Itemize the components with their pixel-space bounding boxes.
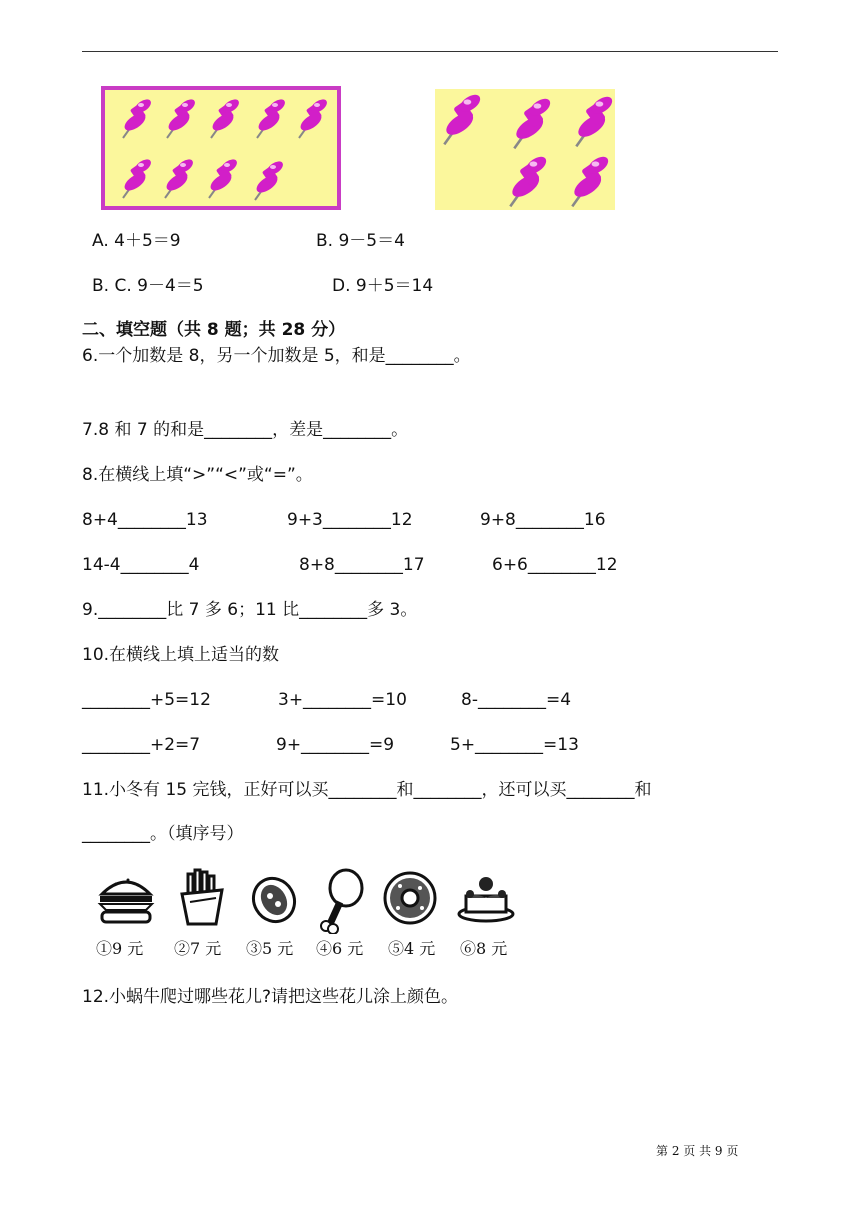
option-c[interactable]: B. C. 9－4＝5 xyxy=(92,276,204,296)
taco-icon xyxy=(248,868,300,928)
pin-icon xyxy=(509,97,553,151)
option-a[interactable]: A. 4＋5＝9 xyxy=(92,231,181,251)
question-8: 8.在横线上填“>”“<”或“=”。 xyxy=(82,465,313,485)
pin-icon xyxy=(119,98,153,140)
q8-item[interactable]: 8+8________17 xyxy=(299,555,425,575)
q8-item[interactable]: 6+6________12 xyxy=(492,555,618,575)
question-10: 10.在横线上填上适当的数 xyxy=(82,645,280,665)
q8-item[interactable]: 9+8________16 xyxy=(480,510,606,530)
page-footer: 第 2 页 共 9 页 xyxy=(656,1144,739,1158)
price-label: ⑤4 元 xyxy=(388,939,436,958)
pin-icon xyxy=(251,160,285,202)
hamburger-icon xyxy=(96,868,156,928)
question-7: 7.8 和 7 的和是________，差是________。 xyxy=(82,420,409,440)
question-6: 6.一个加数是 8，另一个加数是 5，和是________。 xyxy=(82,346,471,366)
price-label: ③5 元 xyxy=(246,939,294,958)
price-label: ②7 元 xyxy=(174,939,222,958)
pin-group-boxed xyxy=(101,86,341,210)
section-title: 二、填空题（共 8 题；共 28 分） xyxy=(82,320,346,340)
price-label: ④6 元 xyxy=(316,939,364,958)
pin-icon xyxy=(567,155,611,209)
pin-icon xyxy=(161,158,195,200)
pin-group-plain xyxy=(435,89,615,210)
q10-item[interactable]: ________+2=7 xyxy=(82,735,201,755)
q10-item[interactable]: 3+________=10 xyxy=(278,690,407,710)
pin-icon xyxy=(571,95,615,149)
price-label: ①9 元 xyxy=(96,939,144,958)
pin-icon xyxy=(119,158,153,200)
fries-icon xyxy=(176,868,228,928)
donut-icon xyxy=(380,868,440,928)
q8-item[interactable]: 8+4________13 xyxy=(82,510,208,530)
question-12: 12.小蜗牛爬过哪些花儿?请把这些花儿涂上颜色。 xyxy=(82,987,459,1007)
header-rule xyxy=(82,51,778,52)
pin-icon xyxy=(295,98,329,140)
q8-item[interactable]: 14-4________4 xyxy=(82,555,200,575)
pin-icon xyxy=(163,98,197,140)
q10-item[interactable]: 8-________=4 xyxy=(461,690,572,710)
pin-icon xyxy=(439,93,483,147)
pin-icon xyxy=(505,155,549,209)
pin-icon xyxy=(253,98,287,140)
question-9: 9.________比 7 多 6；11 比________多 3。 xyxy=(82,600,418,620)
q10-item[interactable]: 5+________=13 xyxy=(450,735,579,755)
cake-icon xyxy=(456,868,516,928)
question-11-line1: 11.小冬有 15 完钱，正好可以买________和________，还可以买________和 xyxy=(82,780,652,800)
q10-item[interactable]: ________+5=12 xyxy=(82,690,211,710)
q10-item[interactable]: 9+________=9 xyxy=(276,735,395,755)
q8-item[interactable]: 9+3________12 xyxy=(287,510,413,530)
option-b[interactable]: B. 9－5＝4 xyxy=(316,231,405,251)
pin-icon xyxy=(207,98,241,140)
question-11-line2: ________。（填序号） xyxy=(82,824,244,844)
chicken-leg-icon xyxy=(316,868,368,934)
price-label: ⑥8 元 xyxy=(460,939,508,958)
pin-icon xyxy=(205,158,239,200)
option-d[interactable]: D. 9＋5＝14 xyxy=(332,276,434,296)
